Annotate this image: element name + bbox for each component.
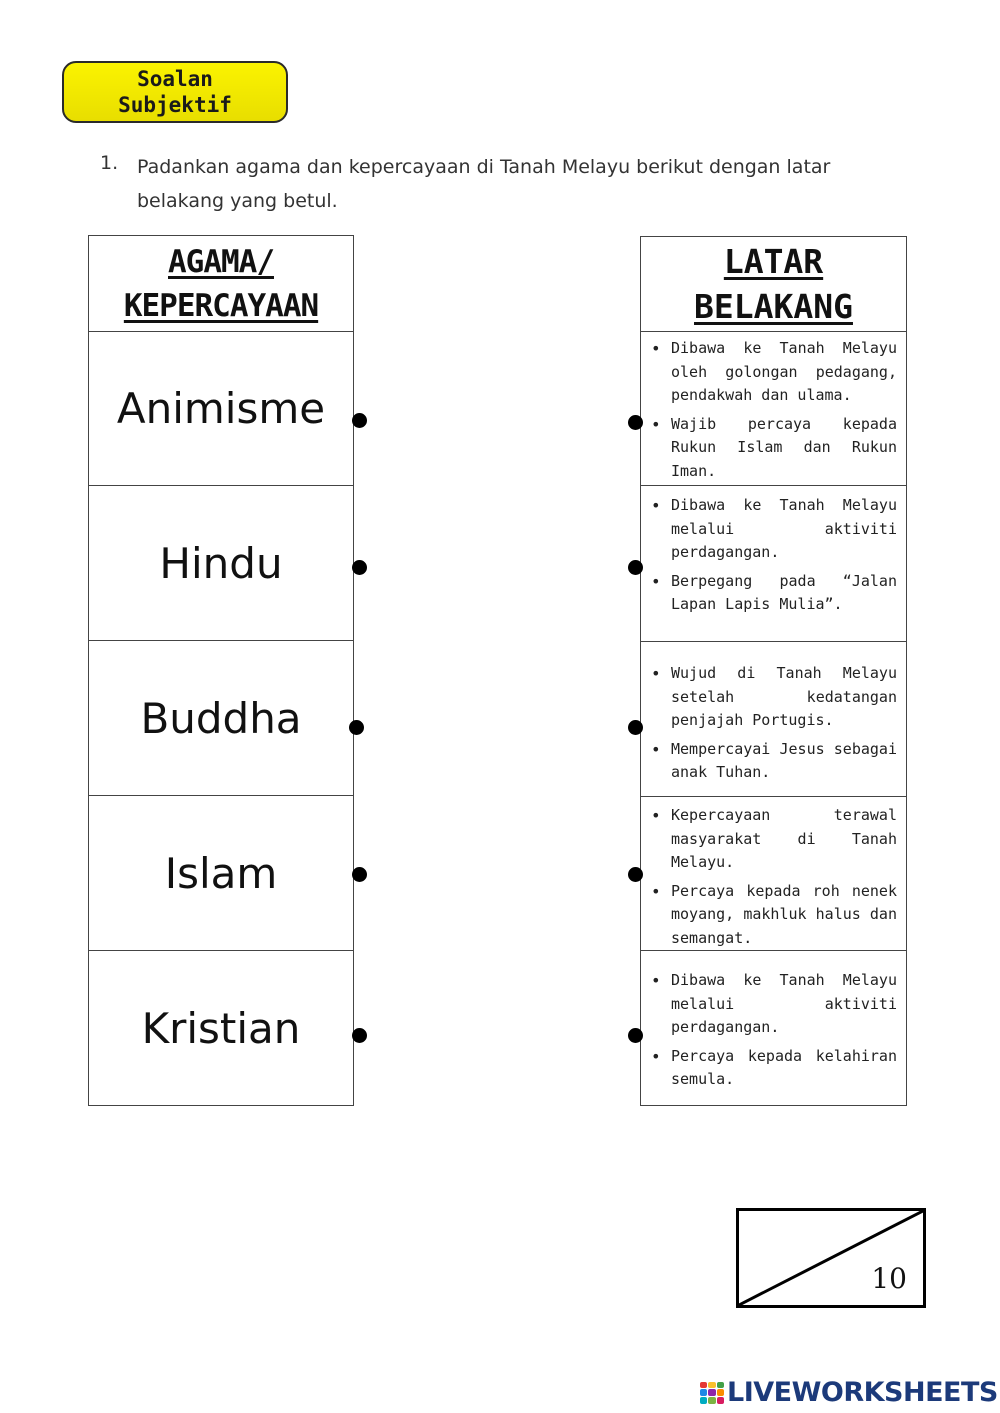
match-dot-right[interactable] [628,867,643,882]
logo-grid-icon [700,1382,724,1404]
match-dot-right[interactable] [628,1028,643,1043]
match-dot-right[interactable] [628,720,643,735]
religion-label: Animisme [116,383,326,433]
bullet-point: • Mempercayai Jesus sebagai anak Tuhan. [671,738,897,785]
match-dot-left[interactable] [352,867,367,882]
bullet-list [651,804,897,955]
score-box [736,1208,926,1308]
religion-table-header [89,236,353,332]
score-total: 10 [871,1262,907,1295]
bullet-point: • Dibawa ke Tanah Melayu oleh golongan pedagang, pendakwah dan ulama. [671,337,897,408]
question-text: Padankan agama dan kepercayaan di Tanah Melayu berikut dengan latar belakang yang betul. [137,156,831,212]
background-cell [641,797,906,951]
section-badge [62,61,288,123]
religion-label: Islam [164,848,278,898]
badge-line-2: Subjektif [118,93,232,117]
match-dot-left[interactable] [352,560,367,575]
bullet-list [651,969,897,1097]
bullet-point: • Dibawa ke Tanah Melayu melalui aktiviti perdagangan. [671,969,897,1040]
match-dot-left[interactable] [349,720,364,735]
religion-cell [89,641,353,796]
background-cell [641,951,906,1105]
religion-label: Buddha [140,693,302,743]
header-line-2: KEPERCAYAAN [123,287,319,324]
bullet-point: • Percaya kepada kelahiran semula. [671,1045,897,1092]
background-cell [641,486,906,642]
religion-label: Kristian [141,1003,301,1053]
match-dot-right[interactable] [628,560,643,575]
header-line-1: AGAMA/ [168,243,274,280]
bullet-point: • Percaya kepada roh nenek moyang, makhluk halus dan semangat. [671,880,897,951]
bullet-point: • Wujud di Tanah Melayu setelah kedatangan penjajah Portugis. [671,662,897,733]
religion-cell [89,331,353,486]
bullet-list [651,662,897,790]
logo-text: LIVEWORKSHEETS [727,1377,998,1408]
background-table-header [641,237,906,332]
bullet-point: • Berpegang pada “Jalan Lapan Lapis Mulia”. [671,570,897,617]
bullet-list [651,494,897,622]
badge-line-1: Soalan [137,67,213,91]
background-cell [641,331,906,486]
religion-label: Hindu [159,538,283,588]
header-line-1: LATAR [723,242,824,281]
liveworksheets-logo [700,1377,998,1408]
background-table [640,236,907,1106]
religion-cell [89,486,353,641]
bullet-list [651,337,897,488]
match-dot-right[interactable] [628,415,643,430]
religion-cell [89,796,353,951]
religion-cell [89,951,353,1105]
match-dot-left[interactable] [352,413,367,428]
header-line-2: BELAKANG [694,287,853,326]
bullet-point: • Kepercayaan terawal masyarakat di Tanah Melayu. [671,804,897,875]
question-number: 1. [100,152,119,174]
background-cell [641,642,906,797]
religion-table [88,235,354,1106]
match-dot-left[interactable] [352,1028,367,1043]
bullet-point: • Wajib percaya kepada Rukun Islam dan Rukun Iman. [671,413,897,484]
bullet-point: • Dibawa ke Tanah Melayu melalui aktiviti perdagangan. [671,494,897,565]
